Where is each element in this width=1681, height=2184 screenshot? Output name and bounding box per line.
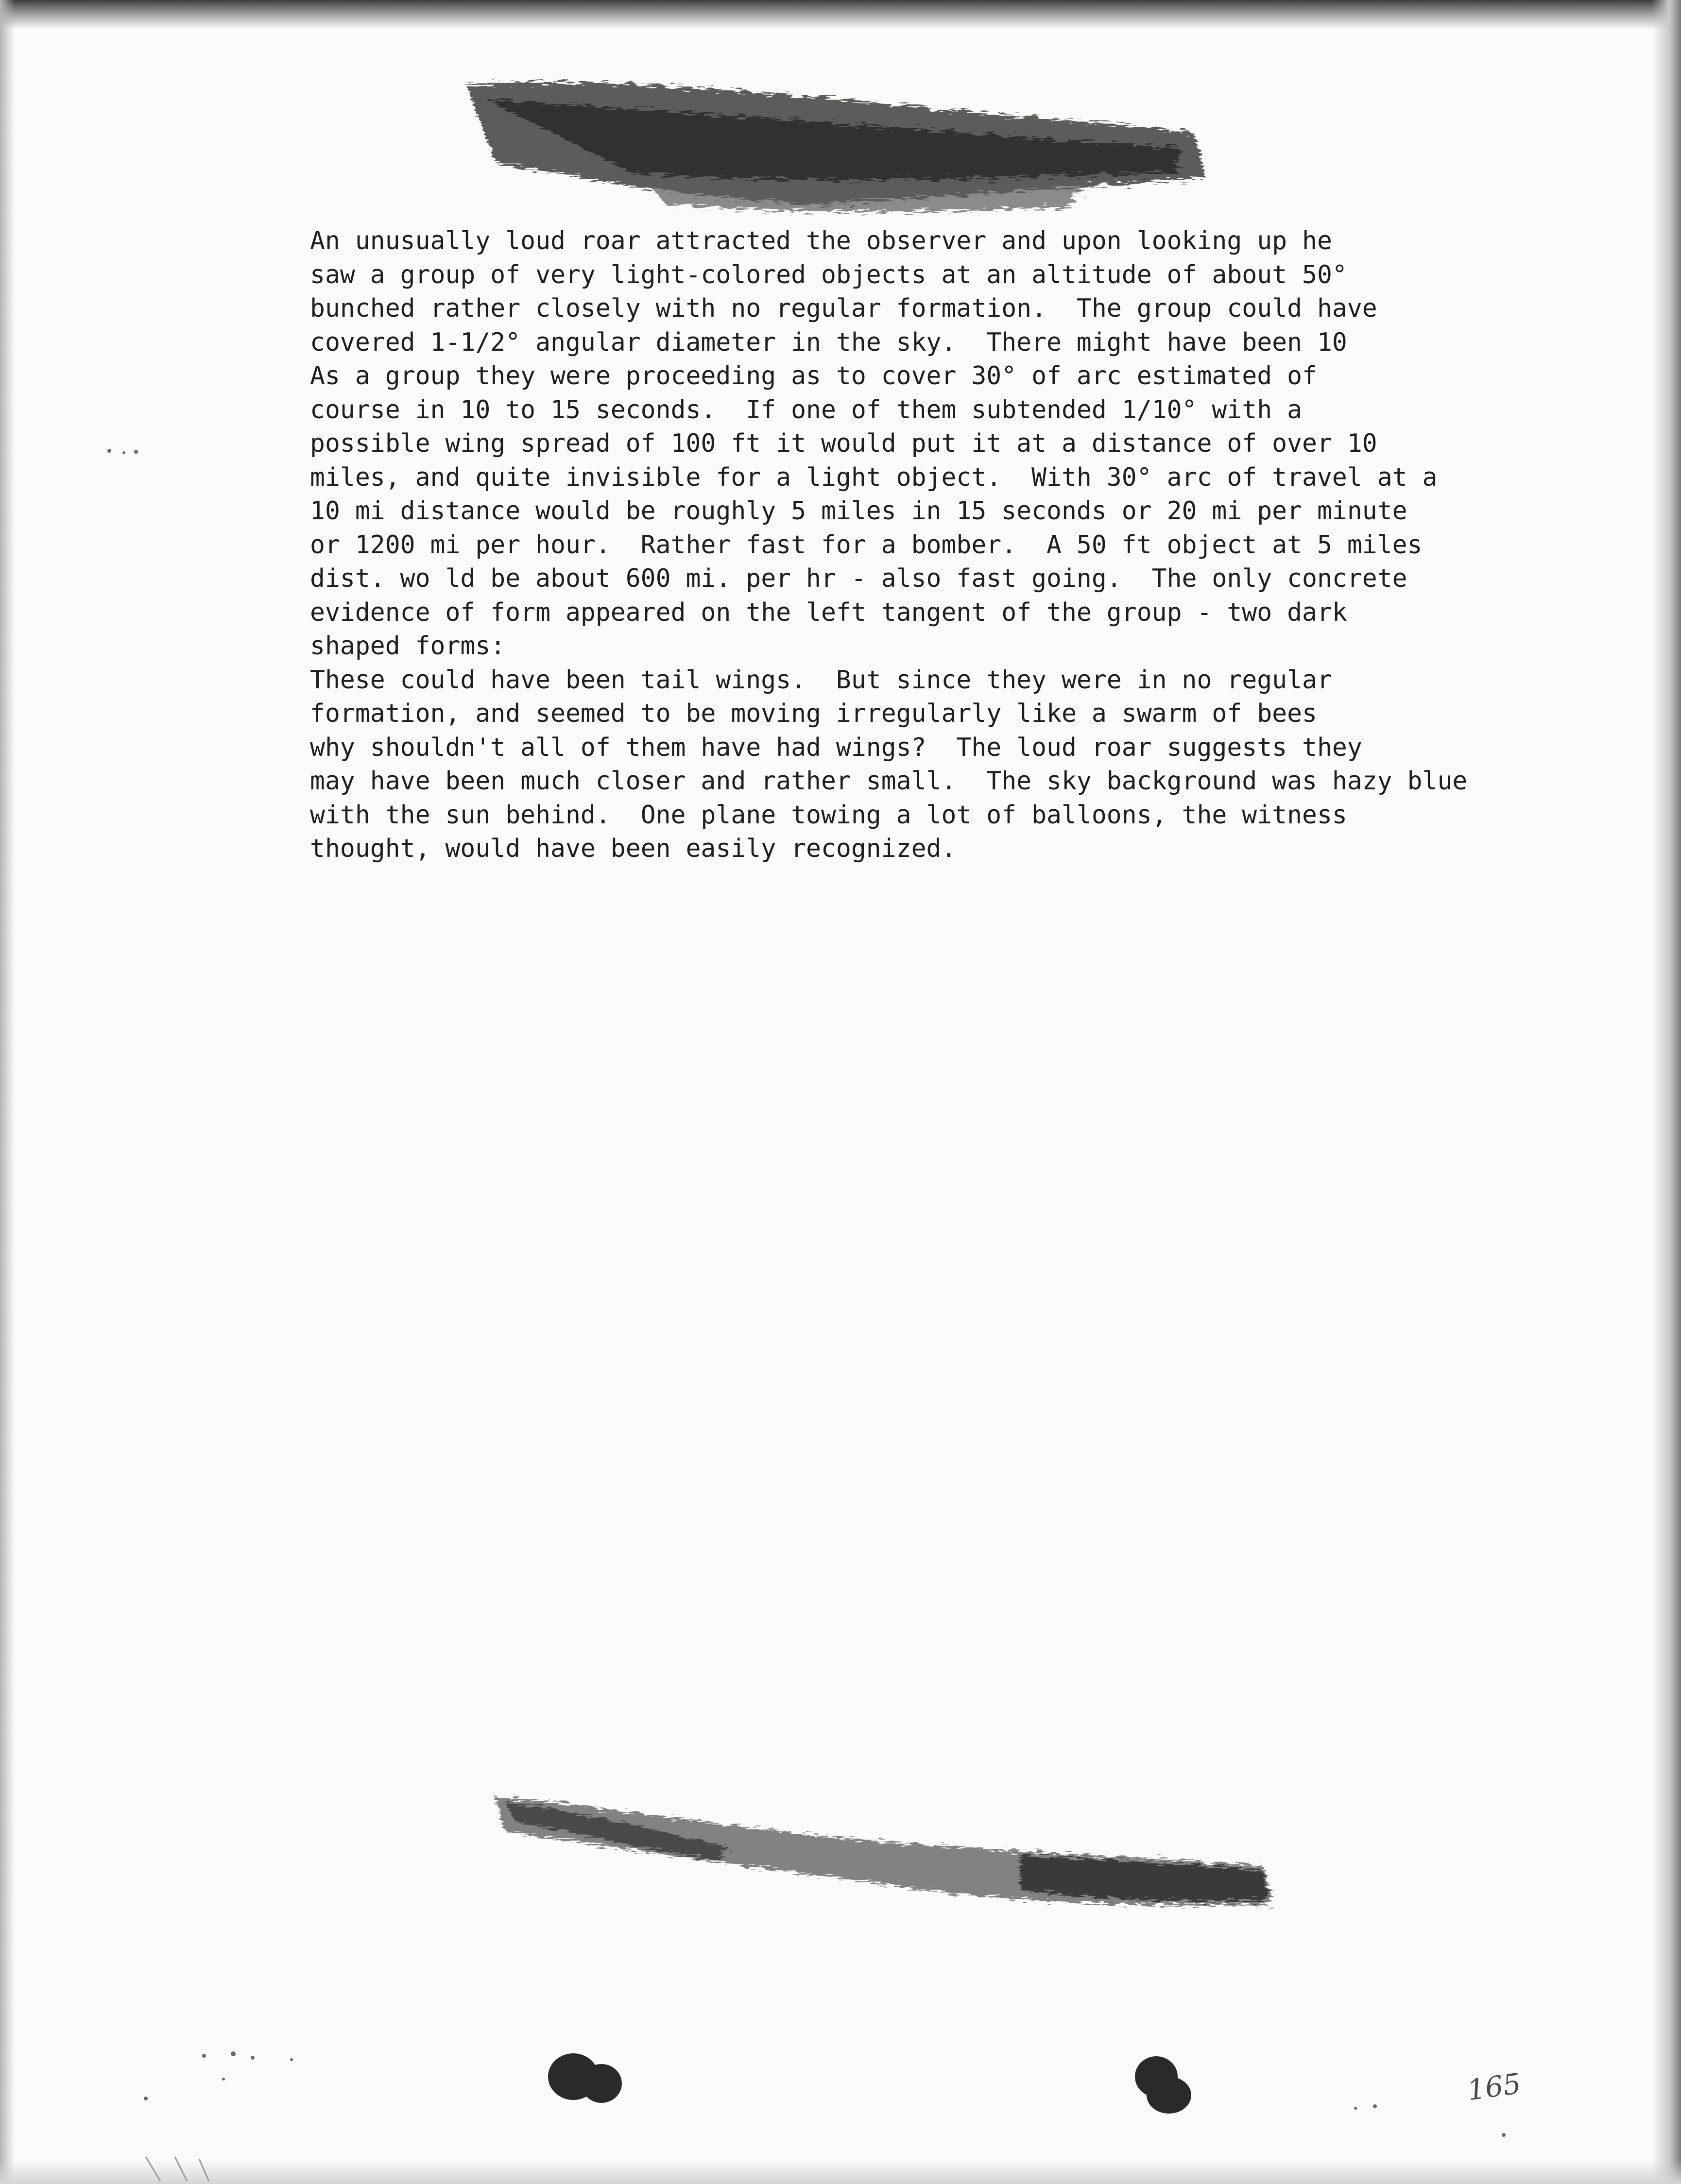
text-line: or 1200 mi per hour. Rather fast for a bomber. A 50 ft object at 5 miles: [310, 530, 1423, 560]
text-line: saw a group of very light-colored objects at an altitude of about 50°: [310, 260, 1347, 290]
punch-hole-left: [544, 2048, 627, 2111]
text-line: dist. wo ld be about 600 mi. per hr - also fast going. The only concrete: [310, 564, 1407, 593]
typed-report-body: [310, 224, 1651, 866]
text-line: possible wing spread of 100 ft it would put it at a distance of over 10: [310, 429, 1377, 458]
scan-edge-right: [1652, 0, 1681, 2184]
text-line: evidence of form appeared on the left tangent of the group - two dark: [310, 597, 1347, 627]
redaction-mark-top: [457, 66, 1215, 226]
scan-edge-left: [0, 0, 15, 2184]
text-line: As a group they were proceeding as to cover 30° of arc estimated of: [310, 361, 1317, 391]
text-line: 10 mi distance would be roughly 5 miles in 15 seconds or 20 mi per minute: [310, 496, 1407, 526]
scan-edge-bottom: [0, 2160, 1681, 2184]
text-line: miles, and quite invisible for a light object. With 30° arc of travel at a: [310, 462, 1438, 492]
text-line: with the sun behind. One plane towing a lot of balloons, the witness: [310, 800, 1347, 830]
text-line: thought, would have been easily recognized.: [310, 834, 957, 863]
scan-edge-top: [0, 0, 1681, 29]
text-line: bunched rather closely with no regular formation. The group could have: [310, 294, 1377, 323]
punch-hole-right: [1127, 2052, 1200, 2116]
text-line: course in 10 to 15 seconds. If one of them subtended 1/10° with a: [310, 395, 1303, 425]
text-line: covered 1-1/2° angular diameter in the sky. There might have been 10: [310, 327, 1347, 357]
text-line: formation, and seemed to be moving irregularly like a swarm of bees: [310, 699, 1317, 728]
text-line: shaped forms:: [310, 631, 506, 661]
page-number: 165: [1465, 2066, 1523, 2107]
text-line: These could have been tail wings. But since they were in no regular: [310, 665, 1332, 695]
text-line: An unusually loud roar attracted the observer and upon looking up he: [310, 226, 1332, 256]
text-line: may have been much closer and rather small. The sky background was hazy blue: [310, 767, 1468, 796]
text-line: why shouldn't all of them have had wings? The loud roar suggests they: [310, 733, 1362, 762]
redaction-mark-bottom: [486, 1783, 1292, 1928]
